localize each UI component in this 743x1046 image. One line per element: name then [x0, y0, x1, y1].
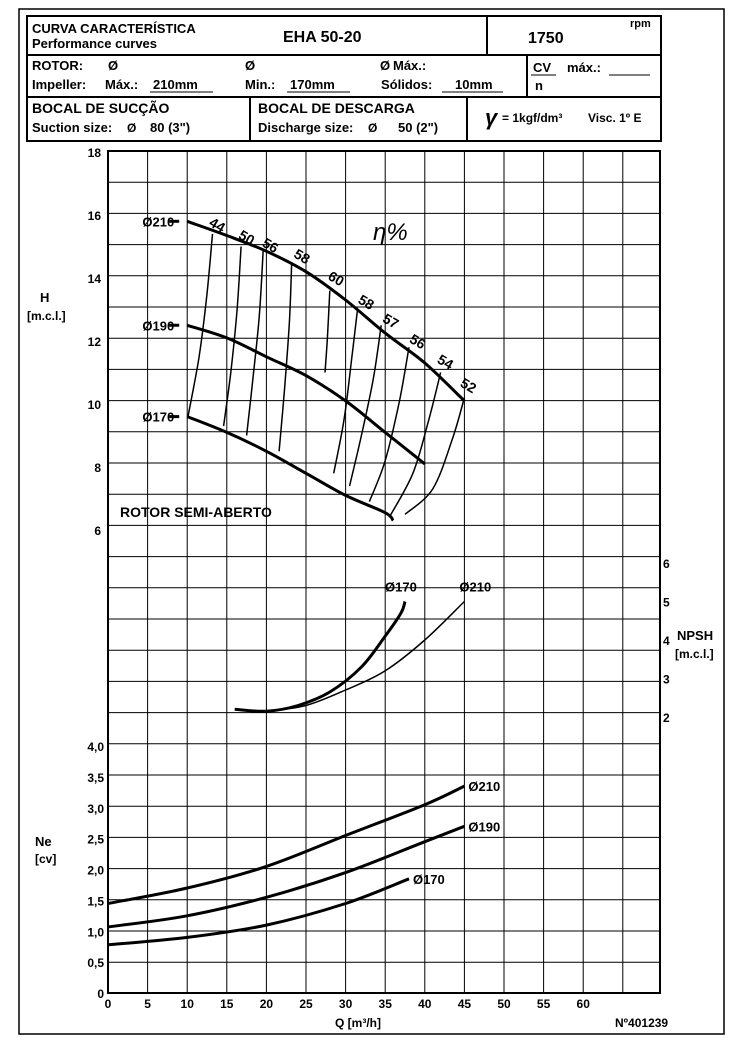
solidos-label: Sólidos:: [381, 77, 433, 92]
ne-tick-label: 2,5: [87, 832, 104, 847]
plot-border: [108, 151, 660, 993]
h-axis-title: H: [40, 290, 50, 305]
n-label: n: [535, 78, 543, 93]
npsh-tick-label: 5: [663, 595, 670, 610]
npsh-tick-label: 3: [663, 672, 670, 687]
npsh-curve-label: Ø170: [385, 579, 417, 595]
impeller-label: Impeller:: [32, 77, 87, 92]
x-axis-title: Q [m³/h]: [335, 1016, 381, 1030]
suction-en: Suction size:: [32, 120, 113, 135]
npsh-axis-ticks: [663, 557, 670, 725]
x-tick-label: 30: [338, 997, 353, 1011]
min-label: Min.:: [245, 77, 276, 92]
visc-text: Visc. 1º E: [588, 111, 642, 125]
npsh-tick-label: 2: [663, 711, 670, 725]
efficiency-value-label: 56: [259, 234, 282, 257]
x-tick-label: 10: [180, 997, 194, 1011]
efficiency-value-label: 44: [206, 214, 229, 236]
title-pt: CURVA CARACTERÍSTICA: [32, 21, 196, 36]
suction-dia-symbol: Ø: [127, 121, 137, 135]
suction-pt: BOCAL DE SUCÇÃO: [32, 100, 170, 116]
ne-tick-label: 1,0: [87, 925, 104, 940]
h-tick-label: 14: [87, 272, 101, 286]
efficiency-value-label: 57: [380, 310, 402, 332]
ne-tick-label: 0: [97, 987, 104, 1001]
discharge-pt: BOCAL DE DESCARGA: [258, 100, 415, 116]
h-tick-label: 12: [87, 335, 101, 349]
gamma-symbol: γ: [485, 105, 498, 130]
x-tick-label: 25: [299, 997, 313, 1011]
rpm-unit: rpm: [630, 18, 651, 30]
ne-axis-unit: [cv]: [35, 852, 57, 866]
power-curve: [108, 786, 464, 903]
power-curve-label: Ø170: [412, 871, 445, 887]
head-curve-label: Ø210: [142, 214, 175, 230]
power-curve: [108, 826, 464, 927]
h-tick-label: 10: [87, 398, 101, 412]
efficiency-label: η%: [373, 219, 408, 246]
efficiency-value-label: 58: [355, 291, 378, 313]
ne-tick-label: 3,0: [87, 801, 104, 816]
npsh-axis-title: NPSH: [677, 628, 714, 643]
density-text: = 1kgf/dm³: [502, 111, 563, 125]
power-curve-label: Ø210: [468, 779, 501, 795]
discharge-en: Discharge size:: [258, 120, 354, 135]
discharge-dia-symbol: Ø: [368, 121, 378, 135]
doc-number: Nº401239: [615, 1016, 669, 1030]
rotor-label: ROTOR:: [32, 58, 84, 73]
h-tick-label: 6: [94, 524, 101, 538]
npsh-curve: [266, 602, 464, 712]
power-curve-label: Ø190: [468, 819, 501, 835]
dia-max-label: Máx.:: [393, 58, 427, 73]
plot-grid: [108, 151, 660, 993]
efficiency-value-label: 58: [291, 245, 313, 268]
page-border: [19, 9, 724, 1034]
curve-labels-layer: [142, 214, 500, 887]
suction-value: 80 (3"): [150, 120, 191, 135]
x-tick-label: 0: [104, 997, 112, 1011]
npsh-axis-unit: [m.c.l.]: [675, 647, 714, 661]
max-value: 210mm: [153, 77, 198, 92]
h-axis-unit: [m.c.l.]: [27, 309, 66, 323]
x-tick-label: 35: [378, 997, 392, 1011]
x-tick-label: 15: [220, 997, 234, 1011]
npsh-curve-label: Ø210: [459, 579, 492, 595]
head-curve-label: Ø170: [142, 409, 175, 425]
cv-label: CV: [533, 60, 552, 75]
efficiency-value-label: 54: [434, 351, 457, 373]
head-curve: [187, 221, 464, 401]
ne-tick-label: 1,5: [87, 894, 104, 909]
efficiency-value-label: 52: [457, 374, 480, 397]
x-tick-label: 45: [457, 997, 472, 1011]
min-value: 170mm: [290, 77, 335, 92]
power-curve: [108, 879, 409, 945]
max-label: Máx.:: [105, 77, 139, 92]
solidos-value: 10mm: [455, 77, 493, 92]
npsh-tick-label: 4: [663, 634, 670, 648]
flow-axis-ticks: [105, 997, 591, 1011]
h-tick-label: 8: [94, 461, 101, 475]
h-tick-label: 18: [87, 146, 101, 160]
npsh-curve: [235, 602, 405, 712]
power-axis-ticks: [87, 740, 104, 1001]
efficiency-contour: [389, 373, 440, 518]
x-tick-label: 5: [144, 997, 151, 1011]
ne-axis-title: Ne: [35, 834, 52, 849]
h-tick-label: 16: [87, 209, 101, 223]
ne-tick-label: 2,0: [87, 863, 104, 878]
cv-max-label: máx.:: [567, 60, 601, 75]
head-axis-ticks: [88, 146, 102, 538]
ne-tick-label: 3,5: [87, 770, 104, 785]
rotor-type-label: ROTOR SEMI-ABERTO: [120, 504, 272, 520]
ne-tick-label: 4,0: [87, 740, 104, 754]
efficiency-contour: [325, 291, 330, 373]
rotor-dia-symbol-2: Ø: [245, 58, 256, 73]
head-curve-label: Ø190: [142, 318, 175, 334]
rotor-dia-symbol: Ø: [108, 58, 119, 73]
efficiency-value-label: 50: [235, 226, 258, 249]
x-tick-label: 40: [418, 997, 432, 1011]
model-name: EHA 50-20: [283, 29, 362, 46]
efficiency-contour: [247, 250, 264, 436]
x-tick-label: 20: [259, 997, 274, 1011]
npsh-tick-label: 6: [663, 557, 670, 571]
efficiency-value-label: 60: [325, 267, 347, 290]
discharge-value: 50 (2"): [398, 120, 439, 135]
title-en: Performance curves: [32, 36, 158, 51]
efficiency-contour: [279, 262, 292, 451]
rotor-dia-symbol-3: Ø: [380, 58, 391, 73]
efficiency-value-label: 56: [407, 330, 429, 353]
x-tick-label: 50: [497, 997, 511, 1011]
rpm-value: 1750: [528, 30, 564, 47]
x-tick-label: 60: [576, 997, 590, 1011]
ne-tick-label: 0,5: [87, 956, 104, 971]
x-tick-label: 55: [536, 997, 551, 1011]
